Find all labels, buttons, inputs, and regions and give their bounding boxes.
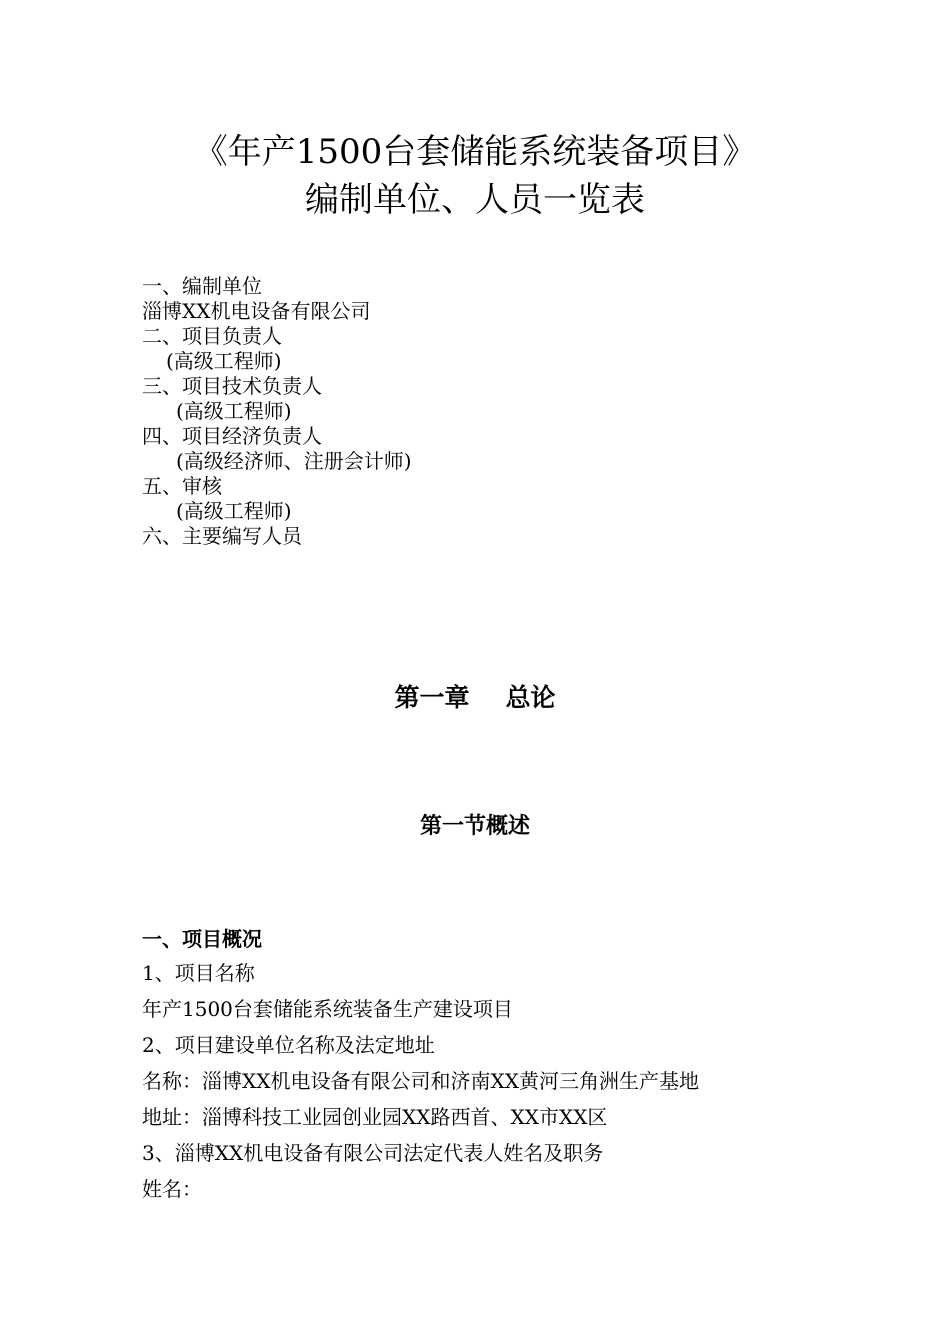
roster-heading-technical-lead: 三、项目技术负责人: [142, 374, 322, 398]
roster-unit-name: 淄博XX机电设备有限公司: [142, 299, 371, 323]
overview-line: 地址：淄博科技工业园创业园XX路西首、XX市XX区: [142, 1105, 608, 1129]
overview-line: 名称：淄博XX机电设备有限公司和济南XX黄河三角洲生产基地: [142, 1069, 699, 1093]
chapter-number: 第一章: [394, 683, 470, 712]
overview-line: 年产1500台套储能系统装备生产建设项目: [142, 997, 513, 1021]
roster-project-lead-title: (高级工程师): [166, 349, 282, 373]
document-title-line-1: 《年产1500台套储能系统装备项目》: [193, 132, 757, 172]
roster-economic-lead-title: (高级经济师、注册会计师): [176, 449, 412, 473]
section-heading: 第一节概述: [419, 813, 530, 839]
chapter-heading: [0, 680, 950, 716]
document-title-line-2: 编制单位、人员一览表: [305, 180, 645, 220]
staff-roster: [142, 274, 842, 549]
roster-heading-writers: 六、主要编写人员: [142, 524, 302, 548]
overview-line: 姓名：: [142, 1177, 202, 1201]
overview-heading: 一、项目概况: [142, 927, 262, 951]
overview-content: [142, 923, 862, 1207]
chapter-name: 总论: [505, 683, 556, 712]
overview-line: 1、项目名称: [142, 961, 255, 985]
roster-heading-economic-lead: 四、项目经济负责人: [142, 424, 322, 448]
roster-technical-lead-title: (高级工程师): [176, 399, 292, 423]
overview-line: 3、淄博XX机电设备有限公司法定代表人姓名及职务: [142, 1141, 604, 1165]
overview-line: 2、项目建设单位名称及法定地址: [142, 1033, 435, 1057]
roster-heading-unit: 一、编制单位: [142, 274, 262, 298]
roster-heading-project-lead: 二、项目负责人: [142, 324, 282, 348]
roster-heading-review: 五、审核: [142, 474, 222, 498]
roster-review-title: (高级工程师): [176, 499, 292, 523]
